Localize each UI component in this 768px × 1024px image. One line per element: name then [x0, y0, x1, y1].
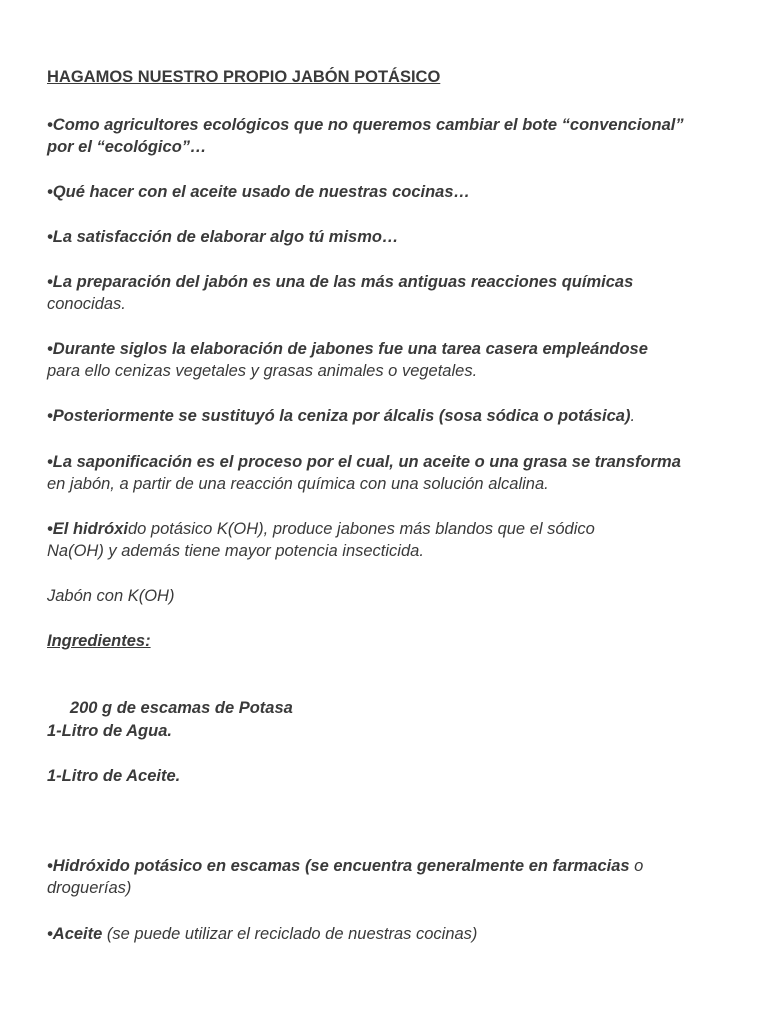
bullet-3-text: •La satisfacción de elaborar algo tú mismo… [47, 228, 399, 246]
bullet-paragraph-6 [47, 405, 707, 427]
bullet-8-text-line-2: Na(OH) y además tiene mayor potencia insecticida. [47, 542, 424, 560]
bullet-4-bold-text: •La preparación del jabón es una de las más antiguas reacciones químicas [47, 273, 634, 291]
bullet-paragraph-2 [47, 181, 707, 203]
ingredients-heading [47, 630, 707, 652]
note-2-bold-text: •Aceite [47, 925, 103, 943]
bullet-8-bold-text: •El hidróxi [47, 520, 128, 538]
bullet-paragraph-7 [47, 451, 707, 495]
bullet-6-bold-text: •Posteriormente se sustituyó la ceniza por álcalis (sosa sódica o potásica) [47, 407, 631, 425]
bullet-7-bold-text: •La saponificación es el proceso por el cual, un aceite o una grasa se transforma [47, 453, 681, 471]
note-paragraph-1 [47, 855, 707, 899]
ingredient-potash: 200 g de escamas de Potasa [65, 699, 293, 717]
bullet-paragraph-5 [47, 338, 707, 382]
bullet-5-bold-text: •Durante siglos la elaboración de jabones fue una tarea casera empleándose [47, 340, 648, 358]
recipe-subtitle [47, 585, 707, 607]
bullet-2-text: •Qué hacer con el aceite usado de nuestras cocinas… [47, 183, 471, 201]
note-1-text-line-1: o [629, 857, 644, 875]
bullet-paragraph-1 [47, 114, 707, 158]
ingredient-water: 1-Litro de Agua. [47, 722, 172, 740]
bullet-7-text: en jabón, a partir de una reacción química con una solución alcalina. [47, 475, 549, 493]
ingredients-heading-text: Ingredientes: [47, 632, 151, 650]
bullet-paragraph-3 [47, 226, 707, 248]
note-1-text-line-2: droguerías) [47, 879, 132, 897]
note-paragraph-2 [47, 923, 707, 945]
bullet-6-text: . [630, 407, 636, 425]
bullet-4-text: conocidas. [47, 295, 126, 313]
bullet-8-text-line-1: do potásico K(OH), produce jabones más blandos que el sódico [127, 520, 595, 538]
bullet-1-line-2: por el “ecológico”… [47, 138, 207, 156]
bullet-paragraph-8 [47, 518, 707, 562]
ingredient-item [47, 765, 707, 787]
note-2-text: (se puede utilizar el reciclado de nuestras cocinas) [102, 925, 478, 943]
ingredient-item [47, 720, 707, 742]
bullet-1-line-1: •Como agricultores ecológicos que no queremos cambiar el bote “convencional” [47, 116, 684, 134]
ingredient-oil: 1-Litro de Aceite. [47, 767, 181, 785]
note-1-bold-text: •Hidróxido potásico en escamas (se encuentra generalmente en farmacias [47, 857, 630, 875]
bullet-paragraph-4 [47, 271, 707, 315]
bullet-5-text: para ello cenizas vegetales y grasas animales o vegetales. [47, 362, 478, 380]
document-title: HAGAMOS NUESTRO PROPIO JABÓN POTÁSICO [47, 68, 441, 86]
recipe-subtitle-text: Jabón con K(OH) [47, 587, 175, 605]
